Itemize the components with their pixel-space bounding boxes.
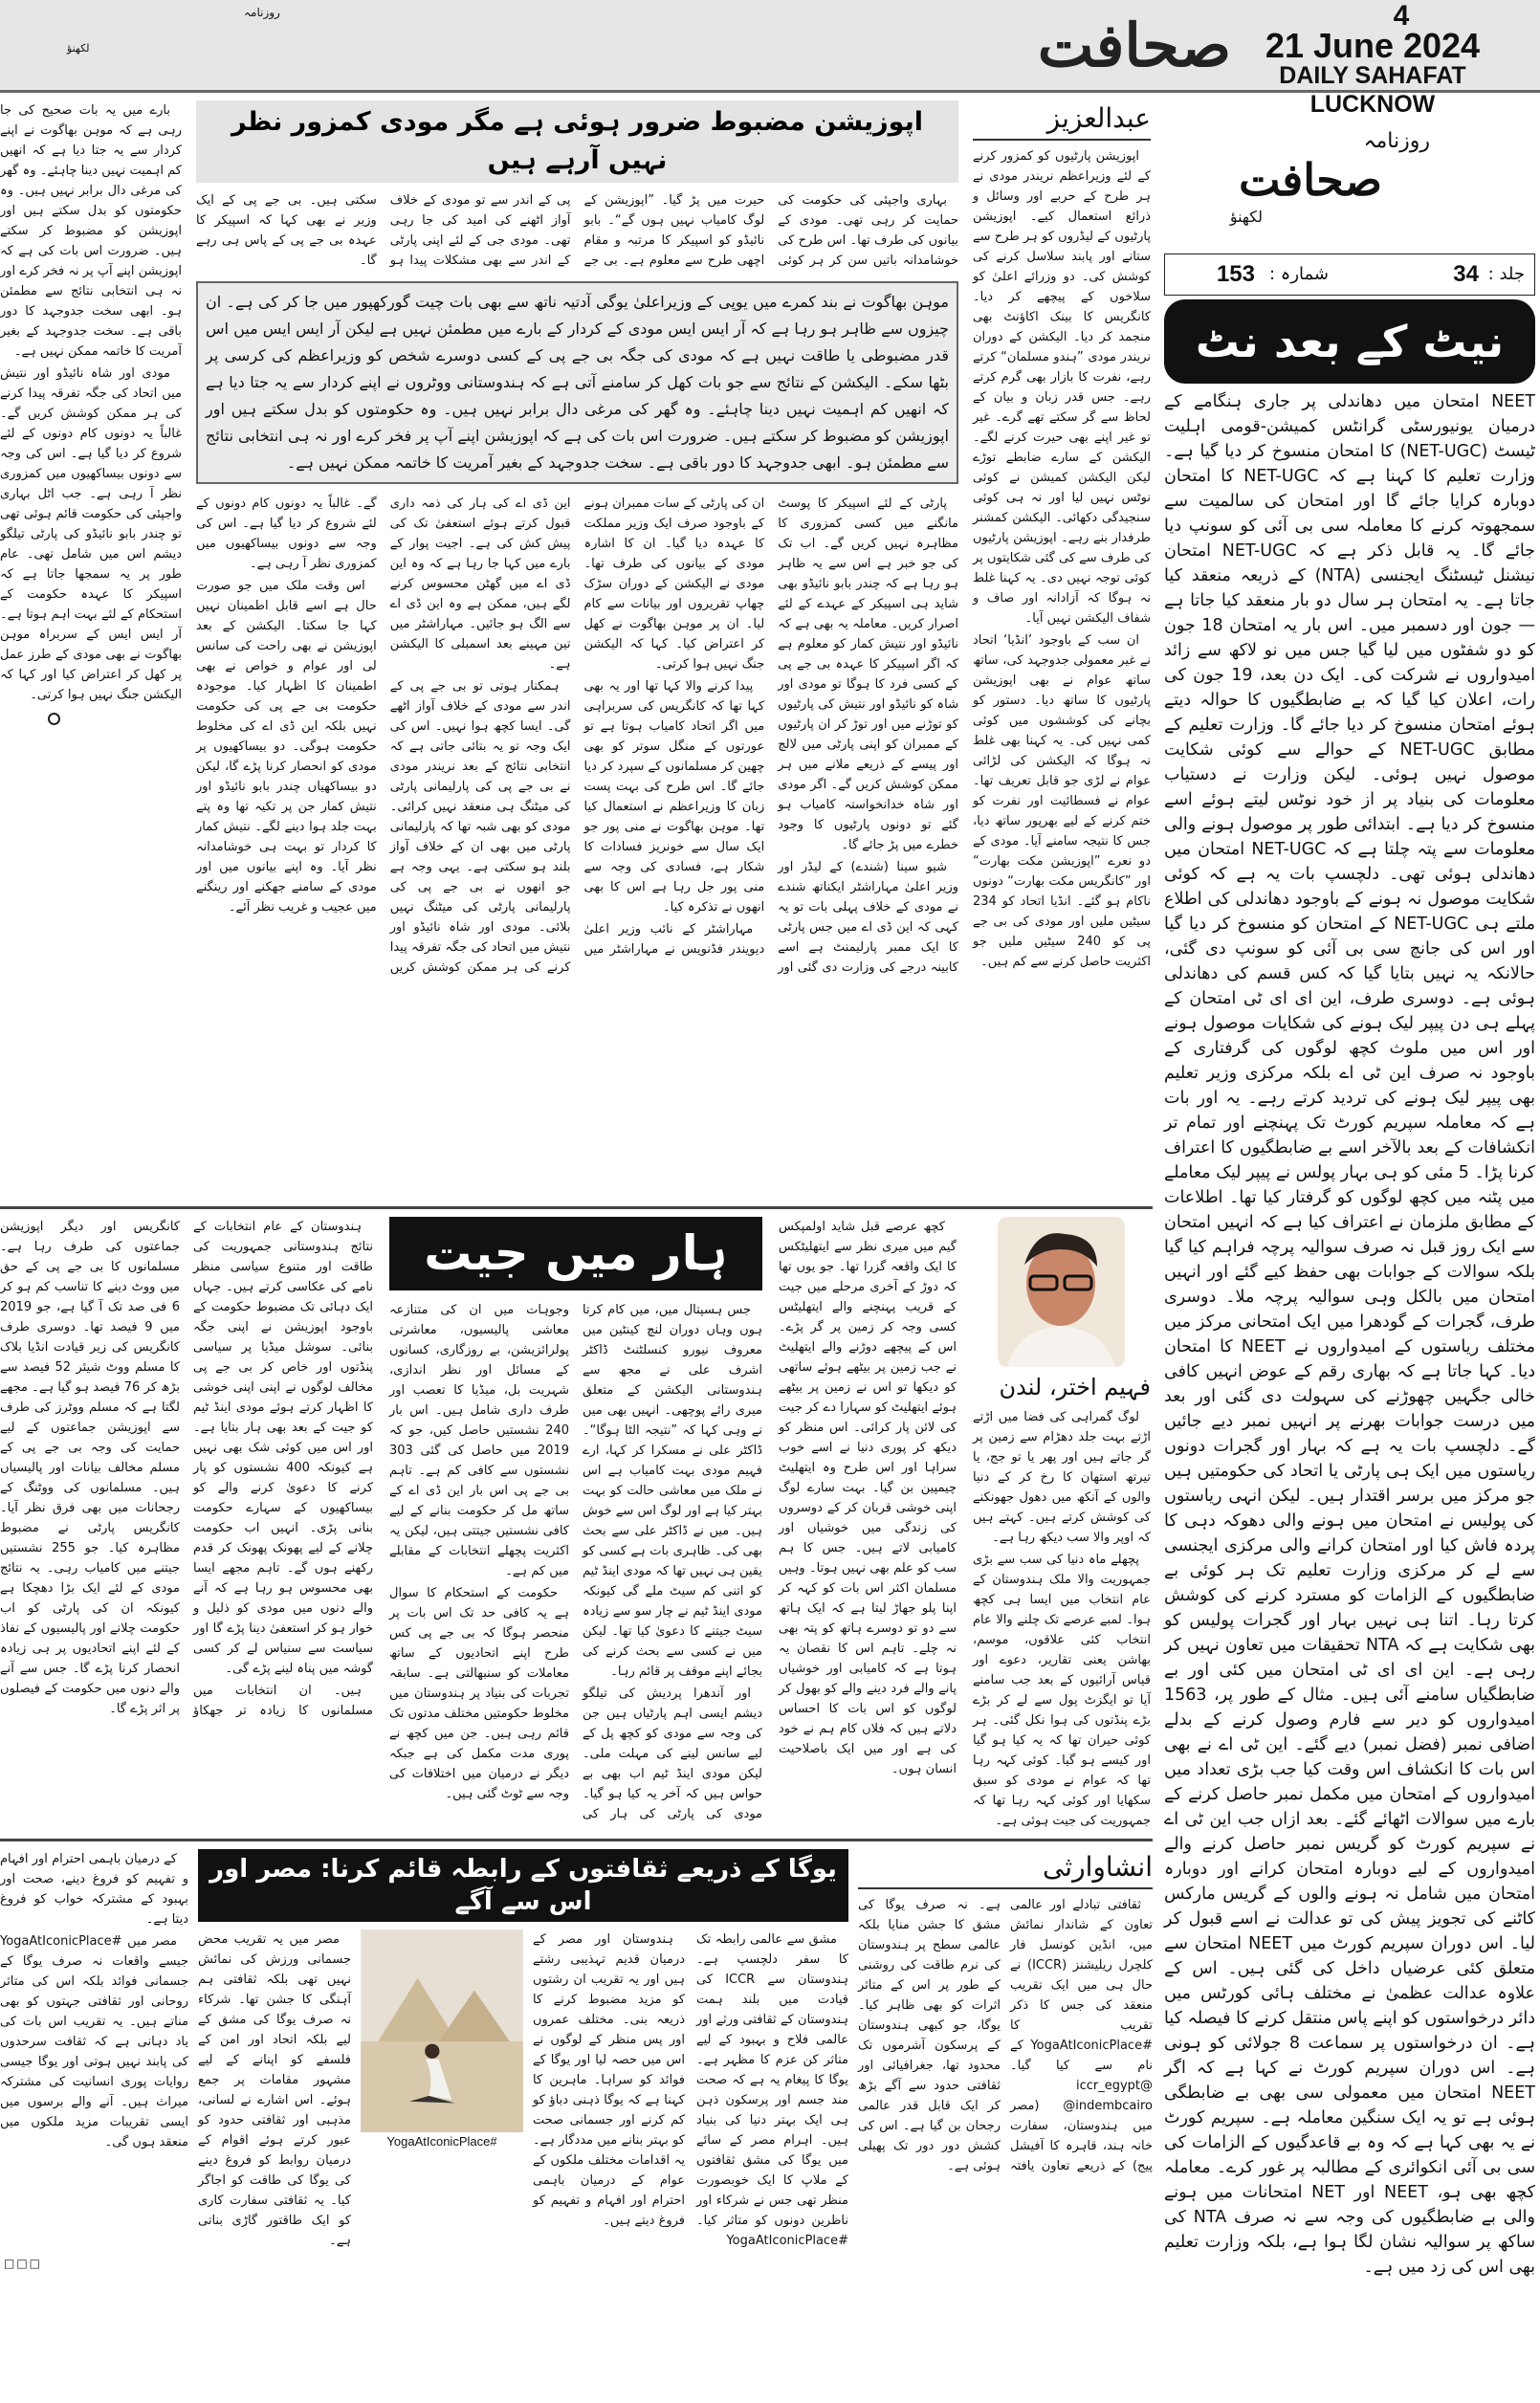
bottom-article-column-left <box>198 1929 351 2253</box>
article-paragraph: پارٹی کے لئے اسپیکر کا پوسٹ مانگنے میں کسی کمزوری کا مظاہرہ نہیں کریں گے۔ اب تک کی جو خبر ہے اس سے یہ ظاہر ہو رہا ہے کہ چندر بابو نائیڈو بھی شاید ہی اسپیکر کے عہدے کے لئے اصرار کریں۔ معاملہ یہ بھی ہے کہ نائیڈو اور نتیش کمار کو معلوم ہے کہ اگر اسپیکر کا عہدہ بی جے پی کے کسی فرد کا ہوگا تو مودی اور شاہ کو نائیڈو اور نتیش کی پارٹیوں کو توڑنے میں اور توڑ کر ان پارٹیوں کے ممبران کو اپنی پارٹی میں لالچ اور پیسے کے ذریعے ملانے میں ہر ممکن کوشش کریں گے۔ اگر مودی اور شاہ خدانخواستہ کامیاب ہو گئے تو دونوں پارٹیوں کا وجود خطرے میں پڑ جائے گا۔ <box>778 496 958 852</box>
photo-hashtag: #YogaAtIconicPlace <box>386 2134 497 2149</box>
article-paragraph: ہندوستان اور مصر کے درمیان قدیم تہذیبی رشتے ہیں اور یہ تقریب ان رشتوں کو مزید مضبوط کرنے کا ذریعہ بنی۔ مختلف عمروں اور پس منظر کے لوگوں نے اس میں حصہ لیا اور یوگا کے فوائد کو سراہا۔ ماہرین کا کہنا ہے کہ یوگا ذہنی دباؤ کو کم کرنے اور جسمانی صحت کو بہتر بنانے میں مددگار ہے۔ یہ اقدامات مختلف ملکوں کے عوام کے درمیان باہمی احترام اور افہام و تفہیم کو فروغ دیتے ہیں۔ <box>533 1932 685 2228</box>
bottom-article-headline: یوگا کے ذریعے ثقافتوں کے رابطہ قائم کرنا: مصر اور اس سے آگے <box>198 1849 848 1922</box>
top-article-left-column <box>0 100 182 707</box>
yoga-photo-area <box>361 1929 523 2151</box>
top-article-byline-area <box>973 100 1151 974</box>
main-news-area <box>0 100 1153 2270</box>
masthead <box>1164 100 1535 254</box>
issue-date: 21 June 2024 <box>1265 26 1481 65</box>
footer-marks-icon: □□□ <box>4 2257 43 2270</box>
top-article-headline: اپوزیشن مضبوط ضرور ہوئی ہے مگر مودی کمزور نظر نہیں آرہے ہیں <box>196 100 958 183</box>
top-article-byline: عبدالعزیز <box>1046 102 1151 134</box>
article-paragraph: مودی اور شاہ نائیڈو اور نتیش میں اتحاد کی جگہ تفرقہ پیدا کرنے کی ہر ممکن کوشش کریں گے۔ غالباً یہ دونوں کام دونوں کے لئے شروع کر دیا گیا ہے۔ اس کی وجہ سے دونوں بیساکھیوں میں کمزوری نظر آ رہی ہے۔ جب اٹل بہاری واجپئی کی حکومت قائم ہوئی تھی تو چندر بابو نائیڈو کی پارٹی تیلگو دیشم اس میں شامل تھی۔ عام طور پر یہ سمجھا جاتا ہے کہ اسپیکر کا عہدہ حکومت کے استحکام کے لئے بہت اہم ہوتا ہے۔ آر ایس ایس کے سربراہ موہن بھاگوت نے بھی مودی کے طرز عمل پر کھل کر اعتراض کیا اور کہا کہ الیکشن جنگ نہیں ہوا کرتی۔ <box>0 366 182 702</box>
end-mark-icon <box>48 713 60 725</box>
bottom-article <box>0 1849 1153 2253</box>
top-article <box>0 100 1153 1201</box>
middle-article-photo-area <box>973 1217 1151 1833</box>
article-paragraph: پیدا کرنے والا کہا تھا اور یہ بھی کہا تھا کہ کانگریس کی سربراہی میں اگر اتحاد کامیاب ہوتا ہے تو عورتوں کے منگل سوتر کو بھی چھین کر مسلمانوں کے سپرد کر دیا جائے گا۔ اس طرح کی بہت پست زبان کا وزیراعظم نے استعمال کیا تھا۔ موہن بھاگوت نے منی پور جو ایک سال سے خونریز فسادات کا شکار ہے، فسادی کی وجہ سے منی پور جل رہا ہے اس کا بھی انھوں نے تذکرہ کیا۔ <box>583 678 765 915</box>
issue-label: شمارہ : <box>1269 264 1329 284</box>
byline-divider <box>973 139 1151 141</box>
newspaper-logo <box>67 4 1231 86</box>
volume-number: 34 <box>1453 261 1479 287</box>
yoga-at-pyramids-image-icon <box>361 1929 523 2132</box>
article-paragraph: کے درمیان باہمی احترام اور افہام و تفہیم کو فروغ دینے، صحت اور بہبود کے مشترکہ خواب کو فروغ دیتا ہے۔ <box>0 1852 188 1927</box>
volume-label: جلد : <box>1487 264 1525 284</box>
article-paragraph: NEET امتحان میں دھاندلی پر جاری ہنگامے کے درمیان یونیورسٹی گرانٹس کمیشن-قومی اہلیت ٹیسٹ (NET-UGC) کا امتحان منسوخ کر دیا گیا ہے۔ وزارت تعلیم کا کہنا ہے کہ NET-UGC کا امتحان دوبارہ کرایا جائے گا اور امتحان کی سالمیت سے سمجھوتہ کرنے کا معاملہ سی بی آئی کو سونپ دیا جائے گا۔ یہ قابل ذکر ہے کہ NET-UGC امتحان نیشنل ٹیسٹنگ ایجنسی (NTA) کے ذریعہ منعقد کیا جاتا ہے۔ یہ امتحان ہر سال دو بار منعقد کیا جاتا ہے — جون اور دسمبر میں۔ اس بار یہ امتحان 18 جون کو دو شفٹوں میں لیا گیا جس میں نو لاکھ سے زائد امیدواروں نے شرکت کی۔ ایک دن بعد، 19 جون کی رات، اعلان کیا گیا کہ بے ضابطگیوں کا حوالہ دیتے ہوئے امتحان منسوخ کر دیا جائے گا۔ وزارت تعلیم کے مطابق NET-UGC کے حوالے سے کوئی شکایت موصول نہیں ہوئی۔ لیکن وزارت نے دستیاب معلومات کی بنیاد پر از خود نوٹس لیتے ہوئے اسے منسوخ کر دیا ہے۔ ابتدائی طور پر موصول ہونے والی معلومات سے پتہ چلتا ہے کہ NET-UGC امتحان میں دھاندلی ہوئی تھی۔ دلچسپ بات یہ ہے کہ کوئی شکایت موصول نہ ہونے کے باوجود دھاندلی کی اطلاع ملتے ہی NET-UGC کے امتحان کو منسوخ کر دیا گیا اور اس کی جانچ سی بی آئی کو سونپ دی گئی، حالانکہ یہ نہیں بتایا گیا کہ کس قسم کی دھاندلی ہوئی ہے۔ دوسری طرف، این ای ای ٹی امتحان کے پہلے ہی دن پیپر لیک ہونے کی شکایات موصول ہونے اور اس میں ملوث کچھ لوگوں کی گرفتاری کے باوجود نہ صرف این ٹی اے بلکہ مرکزی وزیر تعلیم بھی پیپر لیک ہونے کی تردید کرتے رہے۔ یہ اور بات ہے کہ معاملہ سپریم کورٹ تک پہنچنے اور تمام تر انکشافات کے بعد بالآخر اسے بے ضابطگیوں کا اعتراف کرنا پڑا۔ 5 مئی کو ہی بہار پولس نے پیپر لیک معاملے میں پٹنہ میں کچھ لوگوں کو گرفتار کیا تھا۔ اطلاعات کے مطابق ملزمان نے اعتراف کیا ہے کہ انہیں امتحان سے ایک روز قبل نہ صرف سوالیہ پرچہ فراہم کیا گیا بلکہ سوالات کے جوابات بھی حفظ کیے گئے اور انہیں امتحان میں بالکل وہی سوالیہ پرچہ ملا۔ دوسری طرف، گجرات کے گودھرا میں ایک امتحانی مرکز میں مختلف ریاستوں کے امیدواروں نے NEET کا امتحان دیا۔ کہا جاتا ہے کہ بھاری رقم کے عوض انہیں کافی خالی جگہیں چھوڑنے کی سہولت دی گئی اور بعد میں درست جوابات بھرنے پر انہیں نمبر دیے جائیں گے۔ دلچسپ بات یہ ہے کہ بہار اور گجرات دونوں ریاستوں میں ایک ہی پارٹی یا اتحاد کی حکومتیں ہیں جو مرکز میں برسر اقتدار ہیں۔ لیکن انہی ریاستوں کی پولیس نے امتحان میں ہونے والی دھوکہ دہی کا پردہ فاش کیا اور امتحان کرانے والی مرکزی ایجنسی سے لے کر مرکزی وزارت تعلیم تک ہر کوئی بے ضابطگیوں کے الزامات کو مسترد کرنے کی کوشش کرتا رہا۔ اتنا ہی نہیں بہار اور گجرات پولیس کو بھی شکایت ہے کہ NTA تحقیقات میں تعاون نہیں کر رہی ہے۔ این ای ای ٹی امتحان میں کئی اور بے ضابطگیاں سامنے آئی ہیں۔ مثال کے طور پر، 1563 امیدواروں کو دیر سے فارم وصول کرنے کے بدلے اضافی نمبر (فضل نمبر) دیے گئے۔ این ٹی اے نے بھی اس بات کا انکشاف اس وقت کیا جب بڑی تعداد میں امیدواروں کے امتحان میں مکمل نمبر حاصل کرنے کے بارے میں سوالات اٹھائے گئے۔ بعد ازاں جب این ٹی اے نے سپریم کورٹ کو گریس نمبر حاصل کرنے والے امیدواروں کے لیے دوبارہ امتحان کرانے اور دوبارہ امتحان میں شامل نہ ہونے والوں کے گریس مارکس کاٹنے کی تجویز پیش کی تو عدالت نے اسے قبول کر لیا۔ اس دوران سپریم کورٹ میں NEET امتحان سے متعلق کئی عرضیاں داخل کی گئی ہیں۔ اس کے علاوہ عدالت عظمیٰ نے مختلف ہائی کورٹس میں دائر درخواستوں کو اپنے پاس منتقل کرنے کا فیصلہ کیا ہے۔ ان درخواستوں پر سماعت 8 جولائی کو ہونی ہے۔ اس دوران سپریم کورٹ نے کہا ہے کہ اگر NEET امتحان میں معمولی سی بھی بے ضابطگی ہوئی ہے تو یہ ایک سنگین معاملہ ہے۔ سپریم کورٹ نے یہ بھی کہا ہے کہ وہ بے قاعدگیوں کے الزامات کی سی بی آئی انکوائری کے مطالبہ پر غور کرے۔ معاملہ کچھ بھی ہو، NEET اور NET امتحانات میں ہونے والی بے ضابطگیوں کی وجہ سے نہ صرف NTA کی ساکھ پر سوالیہ نشان لگا ہوا ہے، بلکہ وزارت تعلیم بھی اس کی زد میں ہے۔ <box>1164 392 1536 2277</box>
article-paragraph: شیو سینا (شندے) کے لیڈر اور وزیر اعلیٰ مہاراشٹر ایکناتھ شندے نے مودی کے خلاف پہلی بات تو یہ کہی کہ این ڈی اے میں جس پارٹی کا ایک ممبر پارلیمنٹ ہے اسے کابینہ درجے کی وزارت دی گئی اور ان کی پارٹی کے سات ممبران ہونے کے باوجود صرف ایک وزیر مملکت کا عہدہ دیا گیا۔ ان کا اشارہ مودی کے بیانوں کی طرف تھا۔ مودی نے الیکشن کے دوران سڑک چھاپ تقریروں اور بیانات سے کام لیا۔ ان پر موہن بھاگوت نے کھل کر اعتراض کیا۔ کہا کہ الیکشن جنگ نہیں ہوا کرتی۔ <box>583 496 958 975</box>
editorial-headline: نیٹ کے بعد نٹ <box>1164 299 1535 384</box>
top-article-center <box>196 100 958 978</box>
page-body <box>0 93 1540 2280</box>
middle-article <box>0 1217 1153 1833</box>
article-paragraph: ان سب کے باوجود ’انڈیا‘ اتحاد نے غیر معمولی جدوجہد کی، ساتھ ساتھ عوام نے بھی اپوزیشن پارٹیوں کا ساتھ دیا۔ دستور کو بچانے کی کوششوں میں کوئی کمی نہیں کی۔ یہ کہنا بھی غلط نہ ہوگا کہ الیکشن کی لڑائی عوام نے لڑی جو قابل تعریف تھا۔ عوام نے فسطائیت اور نفرت کو ختم کرنے کے لیے بھرپور ساتھ دیا، جس کا نتیجہ سامنے آیا۔ مودی کے دو نعرے ”اپوزیشن مکت بھارت“ اور ”کانگریس مکت بھارت“ دونوں ناکام ہو گئے۔ انڈیا اتحاد کو 234 سیٹیں ملیں اور مودی کی بی جے پی کو 240 سیٹیں ملیں جو اکثریت حاصل کرنے سے کم ہیں۔ <box>973 633 1152 969</box>
article-paragraph: ہمکنار ہوتی تو بی جے پی کے اندر سے مودی کے خلاف آواز اٹھے گی۔ ایسا کچھ ہوا نہیں۔ اس کی ایک وجہ تو یہ بتائی جاتی ہے کہ انتخابی نتائج کے بعد نریندر مودی نے بی جے پی کی پارلیمانی پارٹی کی میٹنگ ہی منعقد نہیں کرائی۔ مودی کو بھی شبہ تھا کہ پارلیمانی پارٹی میں بھی ان کے خلاف آواز بلند ہو سکتی ہے۔ یہی وجہ ہے جو انھوں نے بی جے پی کی پارلیمانی پارٹی کی میٹنگ نہیں بلائی۔ مودی اور شاہ نائیڈو اور نتیش میں اتحاد کی جگہ تفرقہ پیدا کرنے کی ہر ممکن کوشش کریں گے۔ غالباً یہ دونوں کام دونوں کے لئے شروع کر دیا گیا ہے۔ اس کی وجہ سے دونوں بیساکھیوں میں کمزوری نظر آ رہی ہے۔ <box>196 496 571 975</box>
article-paragraph: پچھلے ماہ دنیا کی سب سے بڑی جمہوریت والا ملک ہندوستان کے عام انتخاب میں ایسا ہی کچھ ہوا۔ لمبے عرصے تک چلنے والا عام انتخاب کئی علاقوں، موسم، بھاشن یعنی تقاریر، دعوے اور قیاس آرائیوں کے بعد جب سامنے آیا تو ایگزٹ پول سے لے کر بڑے بڑے پنڈتوں کی ہوا نکل گئی۔ ہر کوئی حیران تھا کہ یہ کیا ہو گیا اور کیسے ہو گیا۔ کوئی کہہ رہا تھا کہ عوام نے مودی کو سبق سکھایا اور کوئی کہہ رہا تھا کہ جمہوریت کی جیت ہوئی ہے۔ <box>973 1553 1151 1828</box>
masthead-title: صحافت <box>1239 154 1382 206</box>
article-paragraph: اپوزیشن پارٹیوں کو کمزور کرنے کے لئے وزیراعظم نریندر مودی نے ہر طرح کے حربے اور وسائل و ذرائع استعمال کیے۔ اپوزیشن پارٹیوں کے لیڈروں کو ہر طرح سے ستانے اور پابند سلاسل کرنے کی کوشش کی۔ دو وزرائے اعلیٰ کو سلاخوں کے پیچھے کر دیا۔ کانگریس کا بینک اکاؤنٹ بھی منجمد کر دیا۔ الیکشن کے دوران نریندر مودی ”ہندو مسلمان“ کرتے رہے، نفرت کا بازار بھی گرم کرتے رہے۔ جس قدر زبان و بیان کے لحاظ سے گر سکتے تھے گرے۔ غیر تو غیر اپنے بھی حیرت کرنے لگے۔ الیکشن کے سارے ضابطے توڑے لیکن الیکشن کمیشن نے کوئی نوٹس نہیں لیا اور نہ ہی کوئی سنجیدگی دکھائی۔ الیکشن کمشنر طرفدار بنے رہے۔ اپوزیشن پارٹیوں کی طرف سے کی گئی شکایتوں پر کوئی توجہ نہیں دی۔ یہ کہنا غلط نہ ہوگا کہ آزادانہ اور صاف و شفاف الیکشن نہیں آیا۔ <box>973 149 1151 626</box>
article-paragraph: ہیں۔ ان انتخابات میں مسلمانوں کا زیادہ تر جھکاؤ کانگریس اور دیگر اپوزیشن جماعتوں کی طرف رہا ہے۔ مسلمانوں کا بی جے پی کے حق میں ووٹ دینے کا تناسب کم ہو کر 6 فی صد تک آ گیا ہے، جو 2019 میں 9 فیصد تھا۔ دوسری طرف کانگریس کی زیر قیادت انڈیا بلاک کا مسلم ووٹ شیئر 52 فیصد سے بڑھ کر 76 فیصد ہو گیا ہے۔ مجھے لگتا ہے کہ مسلم ووٹرز کی طرف سے اپوزیشن جماعتوں کے لیے حمایت کی وجہ بی جے پی کے مسلم مخالف بیانات اور پالیسیاں ہیں۔ مسلمانوں کی ووٹنگ کے رجحانات میں بھی فرق نظر آیا۔ کانگریس پارٹی نے مضبوط مظاہرہ کیا۔ جو 255 نشستیں جیتنے میں کامیاب رہی۔ یہ نتائج مودی کے لئے ایک بڑا دھچکا ہے کیونکہ ان کی پارٹی کو اب حکومت چلانے اور پالیسیوں کے نفاذ کے لئے اپنے اتحادیوں پر ہی زیادہ انحصار کرنا پڑے گا۔ جس سے آنے والے دنوں میں حکومت کے فیصلوں پر اثر پڑے گا۔ <box>0 1220 373 1718</box>
article-paragraph: کچھ عرصے قبل شاید اولمپکس گیم میں میری نظر سے ایتھلیٹکس کا ایک واقعہ گزرا تھا۔ جو یوں تھا کہ دوڑ کے آخری مرحلے میں جیت کے قریب پہنچنے والے ایتھلیٹس کسی وجہ کر زمین پر گر پڑے۔ اس کے پیچھے دوڑنے والے ایتھلیٹ نے جب زمین پر بیٹھے ہوئے ساتھی کو دیکھا تو اس نے زمین پر بیٹھے ہوئے ایتھلیٹ کو سہارا دے کر جیت کی لائن پار کرائی۔ اس منظر کو دیکھ کر پوری دنیا نے اسے خوب سراہا اور اس طرح وہ ایتھلیٹ چیمپین بن گیا۔ بہت سارے لوگ اپنی خوشی قربان کر کے دوسروں کی زندگی میں خوشیاں اور کامیابی لاتے ہیں۔ جس کا ہم سب کو علم بھی نہیں ہوتا۔ وہیں مسلمان اکثر اس بات کو کہہ کر اپنا پلو جھاڑ لیتا ہے کہ ایک ہاتھ سے دو تو دوسرے ہاتھ کو پتہ بھی نہ چلے۔ تاہم اس کا نقصان یہ ہوتا ہے کہ کامیابی اور خوشیاں پانے والے فرد دینے والے کو بھول کر لوگوں کو اس بات کا احساس دلاتے ہیں کہ فلاں کام ہم نے خود کی ہے اور میں ایک باصلاحیت انسان ہوں۔ <box>779 1220 957 1776</box>
bottom-article-byline-area <box>858 1849 1153 2177</box>
top-article-row2 <box>196 494 958 978</box>
logo-city: لکھنؤ <box>67 42 90 55</box>
date-block <box>1100 0 1521 118</box>
editorial-body <box>1164 389 1535 2280</box>
article-paragraph: لوگ گمراہی کی فضا میں اڑتے اڑتے بہت جلد دھڑام سے زمین پر گر جاتے ہیں اور پھر یا تو جج، یا تیرتھ استھان کا رخ کر کے دنیا والوں کے آنکھ میں دھول جھونکنے کی کوشش کرتے ہیں۔ کہتے ہیں کہ اوپر والا سب دیکھ رہا ہے۔ <box>973 1410 1151 1545</box>
article-paragraph: مصر میں #YogaAtIconicPlace جیسے واقعات نہ صرف یوگا کے جسمانی فوائد بلکہ اس کی متاثر روحانی اور ثقافتی جہتوں کو بھی مناتے ہیں۔ یہ تقریب اس بات کی یاد دہانی ہے کہ ثقافت سرحدوں کی پابند نہیں ہوتی اور یوگا جیسی روایات پوری انسانیت کی مشترکہ میراث ہیں۔ آنے والے برسوں میں ایسی تقریبات مزید ملکوں میں منعقد ہوں گی۔ <box>0 1934 188 2149</box>
middle-article-headline-area <box>389 1217 762 1824</box>
bottom-article-left-column <box>0 1849 188 2154</box>
byline-divider <box>858 1887 1153 1889</box>
section-divider <box>0 1206 1153 1209</box>
masthead-city: لکھنؤ <box>1229 208 1263 226</box>
bottom-article-columns-right <box>533 1929 848 2251</box>
middle-article-left-columns <box>0 1217 373 1721</box>
section-divider <box>0 1839 1153 1841</box>
author-photo <box>998 1217 1125 1367</box>
middle-article-photo-column <box>973 1407 1151 1833</box>
middle-article-under-headline <box>389 1300 762 1824</box>
middle-article-headline: ہار میں جیت <box>389 1217 762 1290</box>
article-paragraph: ہندوستان کے عام انتخابات کے نتائج ہندوستانی جمہوریت کی طاقت اور متنوع سیاسی منظر نامے کی عکاسی کرتے ہیں۔ جہاں ایک دہائی تک مضبوط حکومت کے باوجود اپوزیشن نے اپنی جگہ بنائی۔ سوشل میڈیا پر سیاسی پنڈتوں اور خاص کر بی جے پی مخالف لوگوں نے اپنی اپنی خوشی کا اظہار کرتے ہوئے مودی اینڈ ٹیم کو جیت کے بعد بھی ہار بتایا ہے۔ اور اس میں کوئی شک بھی نہیں ہے کیونکہ 400 نشستوں کو پار کرنے کا دعویٰ کرنے والے کو بیساکھیوں کے سہارے حکومت بنانی پڑی۔ انہیں اب حکومت چلانے کے لیے پھونک پھونک کر قدم رکھنے ہوں گے۔ تاہم مجھے ایسا بھی محسوس ہو رہا ہے کہ آنے والے دنوں میں مودی کو ذلیل و خوار ہو کر استعفیٰ دینا پڑے گا اور سیاست سے سنیاس لے کر کسی گوشہ میں پناہ لینے پڑے گی۔ <box>193 1220 373 1676</box>
article-paragraph: بہاری واجپئی کی حکومت کی حمایت کر رہی تھی۔ مودی کے بیانوں کی طرف تھا۔ اس طرح کی خوشامدانہ باتیں سن کر ہر کوئی حیرت میں پڑ گیا۔ ”اپوزیشن کے لوگ کامیاب نہیں ہوں گے“۔ بابو نائیڈو کو اسپیکر کا مرتبہ و مقام اچھی طرح سے معلوم ہے۔ بی جے پی کے اندر سے تو مودی کے خلاف آواز اٹھنے کی امید کی جا رہی تھی۔ مودی جی کے لئے اپنی پارٹی کے اندر سے بھی مشکلات پیدا ہو سکتی ہیں۔ بی جے پی کے ایک وزیر نے بھی کہا کہ اسپیکر کا عہدہ بی جے پی کے پاس ہی رہے گا۔ <box>196 193 958 268</box>
logo-roznama: روزنامہ <box>244 6 280 19</box>
issue-number: 153 <box>1216 261 1255 287</box>
author-portrait-icon <box>998 1217 1125 1367</box>
top-article-row1 <box>196 190 958 272</box>
page-number: 4 <box>1393 0 1410 32</box>
yoga-pyramid-photo <box>361 1929 523 2132</box>
middle-article-column <box>779 1217 957 1781</box>
bottom-article-byline: انشاوارثی <box>1042 1851 1153 1883</box>
volume-issue-box <box>1164 254 1535 296</box>
logo-title: صحافت <box>1037 11 1231 80</box>
bottom-article-center <box>198 1849 848 2253</box>
bottom-article-byline-columns <box>858 1895 1153 2177</box>
pull-quote: موہن بھاگوت نے بند کمرے میں یوپی کے وزیراعلیٰ یوگی آدتیہ ناتھ سے بھی بات چیت گورکھپور میں جا کر کی ہے۔ ان چیزوں سے ظاہر ہو رہا ہے کہ آر ایس ایس مودی کے کردار کے بارے میں مطمئن نہیں ہے لیکن آر ایس ایس میں اس قدر مضبوطی یا طاقت نہیں ہے کہ مودی کی جگہ بی جے پی کے کسی دوسرے شخص کو وزیراعظم کی کرسی پر بٹھا سکے۔ الیکشن کے نتائج سے جو بات کھل کر سامنے آتی ہے کہ ہندوستانی ووٹروں نے اپنے کردار سے یہ جتا دیا ہے کہ انھیں کم اہمیت نہیں دینا چاہئے۔ وہ گھر کی مرغی دال برابر نہیں ہیں۔ وہ حکومتوں کو بدل سکتے ہیں اور اپوزیشن کو مضبوط کر سکتے ہیں۔ ضرورت اس بات کی ہے کہ اپوزیشن اپنے آپ پر فخر کرے اور نہ ہی انتخابی نتائج سے مطمئن ہو۔ ابھی جدوجہد کا دور باقی ہے۔ سخت جدوجہد کے بغیر آمریت کا خاتمہ ممکن نہیں ہے۔ <box>196 281 958 484</box>
article-paragraph: جس ہسپتال میں، میں کام کرتا ہوں وہاں دوران لنچ کینٹین میں معروف نیورو کنسلٹنٹ ڈاکٹر اشرف علی نے مجھ سے ہندوستانی الیکشن کے متعلق میری رائے پوچھی۔ انہیں بھی میں نے وہی کہا کہ ”نتیجہ الٹا ہوگا“۔ ڈاکٹر علی نے مسکرا کر کہا، ارے فہیم مودی بہت کامیاب ہے اس نے ملک میں معاشی حالت کو بہت بہتر کیا ہے اور لوگ اس سے خوش ہیں۔ میں نے ڈاکٹر علی سے بحث بھی کی۔ ظاہری بات ہے کسی کو یقین ہی نہیں تھا کہ مودی اینڈ ٹیم کو اتنی کم سیٹ ملے گی کیونکہ مودی اینڈ ٹیم نے چار سو سے زیادہ سیٹ جیتنے کا دعویٰ کیا تھا۔ لیکن میں نے کسی سے بحث کرنے کی بجائے اپنے موقف پر قائم رہا۔ <box>583 1303 762 1679</box>
editorial-column <box>1164 100 1535 2280</box>
bottom-article-row <box>198 1929 848 2253</box>
middle-article-byline: فہیم اختر، لندن <box>999 1374 1151 1400</box>
article-paragraph: اور آندھرا پردیش کی تیلگو دیشم ایسی اہم پارٹیاں ہیں جن کی وجہ سے مودی کو کچھ پل کے لیے سانس لینے کی مہلت ملی۔ لیکن مودی اینڈ ٹیم اب بھی بے حواس ہیں کہ آخر یہ کیا ہو گیا۔ مودی کی پارٹی کی ہار کی وجوہات میں ان کی متنازعہ معاشی پالیسیوں، معاشرتی پولرائزیشن، بے روزگاری، کسانوں کے مسائل اور نظر اندازی، شہریت بل، میڈیا کا تعصب اور طرف داری شامل ہیں۔ اس بار 240 نشستیں حاصل کیں، جو کہ 2019 میں حاصل کی گئی 303 نشستوں سے کافی کم ہے۔ تاہم بی جے پی اس بار این ڈی اے کے ساتھ مل کر حکومت بنانے کے لیے کافی نشستیں جیتتی ہیں، لیکن یہ اکثریت پچھلے انتخابات کے مقابلے میں کم ہے۔ <box>389 1303 762 1821</box>
article-paragraph: مہاراشٹر کے نائب وزیر اعلیٰ دیویندر فڈنویس نے مہاراشٹر میں این ڈی اے کی ہار کی ذمہ داری قبول کرتے ہوئے استعفیٰ تک کی پیش کش کی ہے۔ اجیت پوار کے بارے میں کہا جا رہا ہے کہ وہ این ڈی اے میں گھٹن محسوس کرنے لگے ہیں، ممکن ہے وہ این ڈی اے سے الگ ہو جائیں۔ مہاراشٹر میں تین مہینے بعد اسمبلی کا الیکشن ہے۔ <box>389 496 765 957</box>
article-paragraph: ثقافتی تبادلے اور عالمی تعاون کے شاندار نمائش میں، انڈین کونسل فار کلچرل ریلیشنز (ICCR) نے حال ہی میں ایک تقریب منعقد کی جس کا ذکر تقریب کا #YogaAtIconicPlace کے نام سے کیا گیا۔ @iccr_egypt @indembcairo (مصر میں ہندوستان، سفارت خانہ ہند، قاہرہ کا آفیشل پیج) کے ذریعے تعاون یافتہ ہے۔ نہ صرف یوگا کی مشق کا جشن منایا بلکہ عالمی سطح پر ہندوستان کی نرم طاقت کی روشنی کے طور پر اس کے متاثر اثرات کو بھی ظاہر کیا۔ یوگا، جو کبھی ہندوستان کے پرسکون آشرموں تک محدود تھا، جغرافیائی اور ثقافتی حدود سے آگے بڑھ کر ایک قابل قدر عالمی رجحان بن گیا ہے۔ اس کی کشش دور دور تک پھیلی ہوئی ہے۔ <box>858 1898 1153 2173</box>
paper-name: DAILY SAHAFAT LUCKNOW <box>1279 62 1466 118</box>
article-paragraph: مشق سے عالمی رابطہ تک کا سفر دلچسپ ہے۔ ہندوستان سے ICCR کی قیادت میں بلند ہمت ہندوستان کے ثقافتی ورثے اور عالمی فلاح و بہبود کے لیے متاثر کن عزم کا مظہر ہے۔ یوگا کا پیغام یہ ہے کہ صحت مند جسم اور پرسکون ذہن ہی ایک بہتر دنیا کی بنیاد ہیں۔ اہرام مصر کے سائے میں یوگا کی مشق ثقافتوں کے ملاپ کا ایک خوبصورت منظر تھی جس نے شرکاء اور ناظرین دونوں کو متاثر کیا۔ #YogaAtIconicPlace <box>696 1932 848 2248</box>
article-paragraph: بارے میں یہ بات صحیح کی جا رہی ہے کہ موہن بھاگوت نے اپنے کردار سے یہ جتا دیا ہے کہ انھیں کم اہمیت نہیں دینا چاہئے۔ وہ گھر کی مرغی دال برابر نہیں ہیں۔ وہ حکومتوں کو بدل سکتے ہیں اور اپوزیشن کو مضبوط کر سکتے ہیں۔ ضرورت اس بات کی ہے کہ اپوزیشن اپنے آپ پر نہ فخر کرے اور نہ ہی انتخابی نتائج سے مطمئن ہو۔ ابھی سخت جدوجہد کا دور باقی ہے۔ سخت جدوجہد کے بغیر آمریت کا خاتمہ ممکن نہیں ہے۔ <box>0 103 182 359</box>
masthead-roznama: روزنامہ <box>1363 129 1430 153</box>
top-article-left-area <box>0 100 182 725</box>
article-paragraph: حکومت کے استحکام کا سوال ہے یہ کافی حد تک اس بات پر منحصر ہوگا کہ بی جے پی کس طرح اپنے اتحادیوں کے ساتھ معاملات کو سنبھالتی ہے۔ سابقہ تجربات کی بنیاد پر ہندوستان میں مخلوط حکومتیں مختلف مدتوں تک قائم رہی ہیں۔ جن میں کچھ نے پوری مدت مکمل کی ہے جبکہ دیگر نے درمیان میں اختلافات کی وجہ سے ٹوٹ گئی ہیں۔ <box>389 1586 569 1801</box>
article-paragraph: مصر میں یہ تقریب محض جسمانی ورزش کی نمائش نہیں تھی بلکہ ثقافتی ہم آہنگی کا جشن تھا۔ شرکاء نہ صرف یوگا کی مشق کے لیے بلکہ اتحاد اور امن کے فلسفے کو اپنانے کے لیے مشہور مقامات پر جمع ہوئے۔ اس اشارے نے لسانی، مذہبی اور ثقافتی حدود کو عبور کرتے ہوئے اقوام کے درمیان روابط کو فروغ دینے کی یوگا کی طاقت کو اجاگر کیا۔ یہ ثقافتی سفارت کاری کو ایک طاقتور گاڑی بناتی ہے۔ <box>198 1932 351 2248</box>
article-paragraph: اس وقت ملک میں جو صورت حال ہے اسے قابل اطمینان نہیں کہا جا سکتا۔ الیکشن کے بعد اپوزیشن نے بھی راحت کی سانس لی اور عوام و خواص نے بھی اطمینان کا اظہار کیا۔ موجودہ حکومت بی جے پی کی حکومت نہیں بلکہ این ڈی اے کی مخلوط حکومت ہوگی۔ دو بیساکھیوں پر مودی کو انحصار کرنا پڑے گا، لیکن دو بیساکھیاں چندر بابو نائیڈو اور نتیش کمار جن پر تکیہ تھا وہ پتے بہت جلد ہوا دینے لگے۔ نتیش کمار کا کردار تو بہت ہی خوشامدانہ نظر آیا۔ وہ اپنے بیانوں میں اور مودی کے سامنے جھکنے اور رینگنے میں عجیب و غریب نظر آئے۔ <box>196 578 377 915</box>
top-article-byline-column <box>973 146 1151 974</box>
